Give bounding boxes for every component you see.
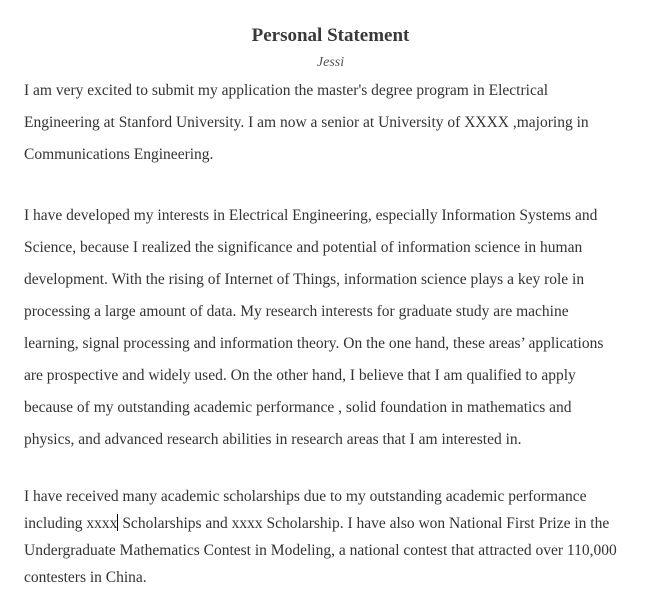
paragraph-intro[interactable] xyxy=(24,75,654,171)
text-line: Undergraduate Mathematics Contest in Modeling, a national contest that attracted over 110,000 xyxy=(24,542,617,559)
text-line: Engineering at Stanford University. I am now a senior at University of XXXX ,majoring in xyxy=(24,114,589,131)
document-title: Personal Statement xyxy=(251,25,410,46)
text-line: learning, signal processing and information theory. On the one hand, these areas’ applications xyxy=(24,335,604,352)
text-line-with-cursor[interactable] xyxy=(24,510,654,537)
text-line: processing a large amount of data. My research interests for graduate study are machine xyxy=(24,303,569,320)
text-line: Science, because I realized the significance and potential of information science in human xyxy=(24,239,583,256)
text-after-cursor: Scholarships and xxxx Scholarship. I have also won National First Prize in the xyxy=(118,515,610,532)
document-author: Jessi xyxy=(316,55,345,70)
text-before-cursor: including xxxx xyxy=(24,515,118,532)
text-line: I have developed my interests in Electrical Engineering, especially Information Systems and xyxy=(24,207,598,224)
text-line: development. With the rising of Internet of Things, information science plays a key role in xyxy=(24,271,585,288)
text-line: because of my outstanding academic performance , solid foundation in mathematics and xyxy=(24,399,572,416)
text-line: physics, and advanced research abilities in research areas that I am interested in. xyxy=(24,431,522,448)
text-line: Communications Engineering. xyxy=(24,146,214,163)
text-line: I am very excited to submit my application the master's degree program in Electrical xyxy=(24,82,549,99)
paragraph-scholarships[interactable] xyxy=(24,483,654,591)
text-line: contesters in China. xyxy=(24,569,147,586)
text-line: are prospective and widely used. On the other hand, I believe that I am qualified to apply xyxy=(24,367,576,384)
text-line: I have received many academic scholarships due to my outstanding academic performance xyxy=(24,488,587,505)
paragraph-interests[interactable] xyxy=(24,200,654,456)
